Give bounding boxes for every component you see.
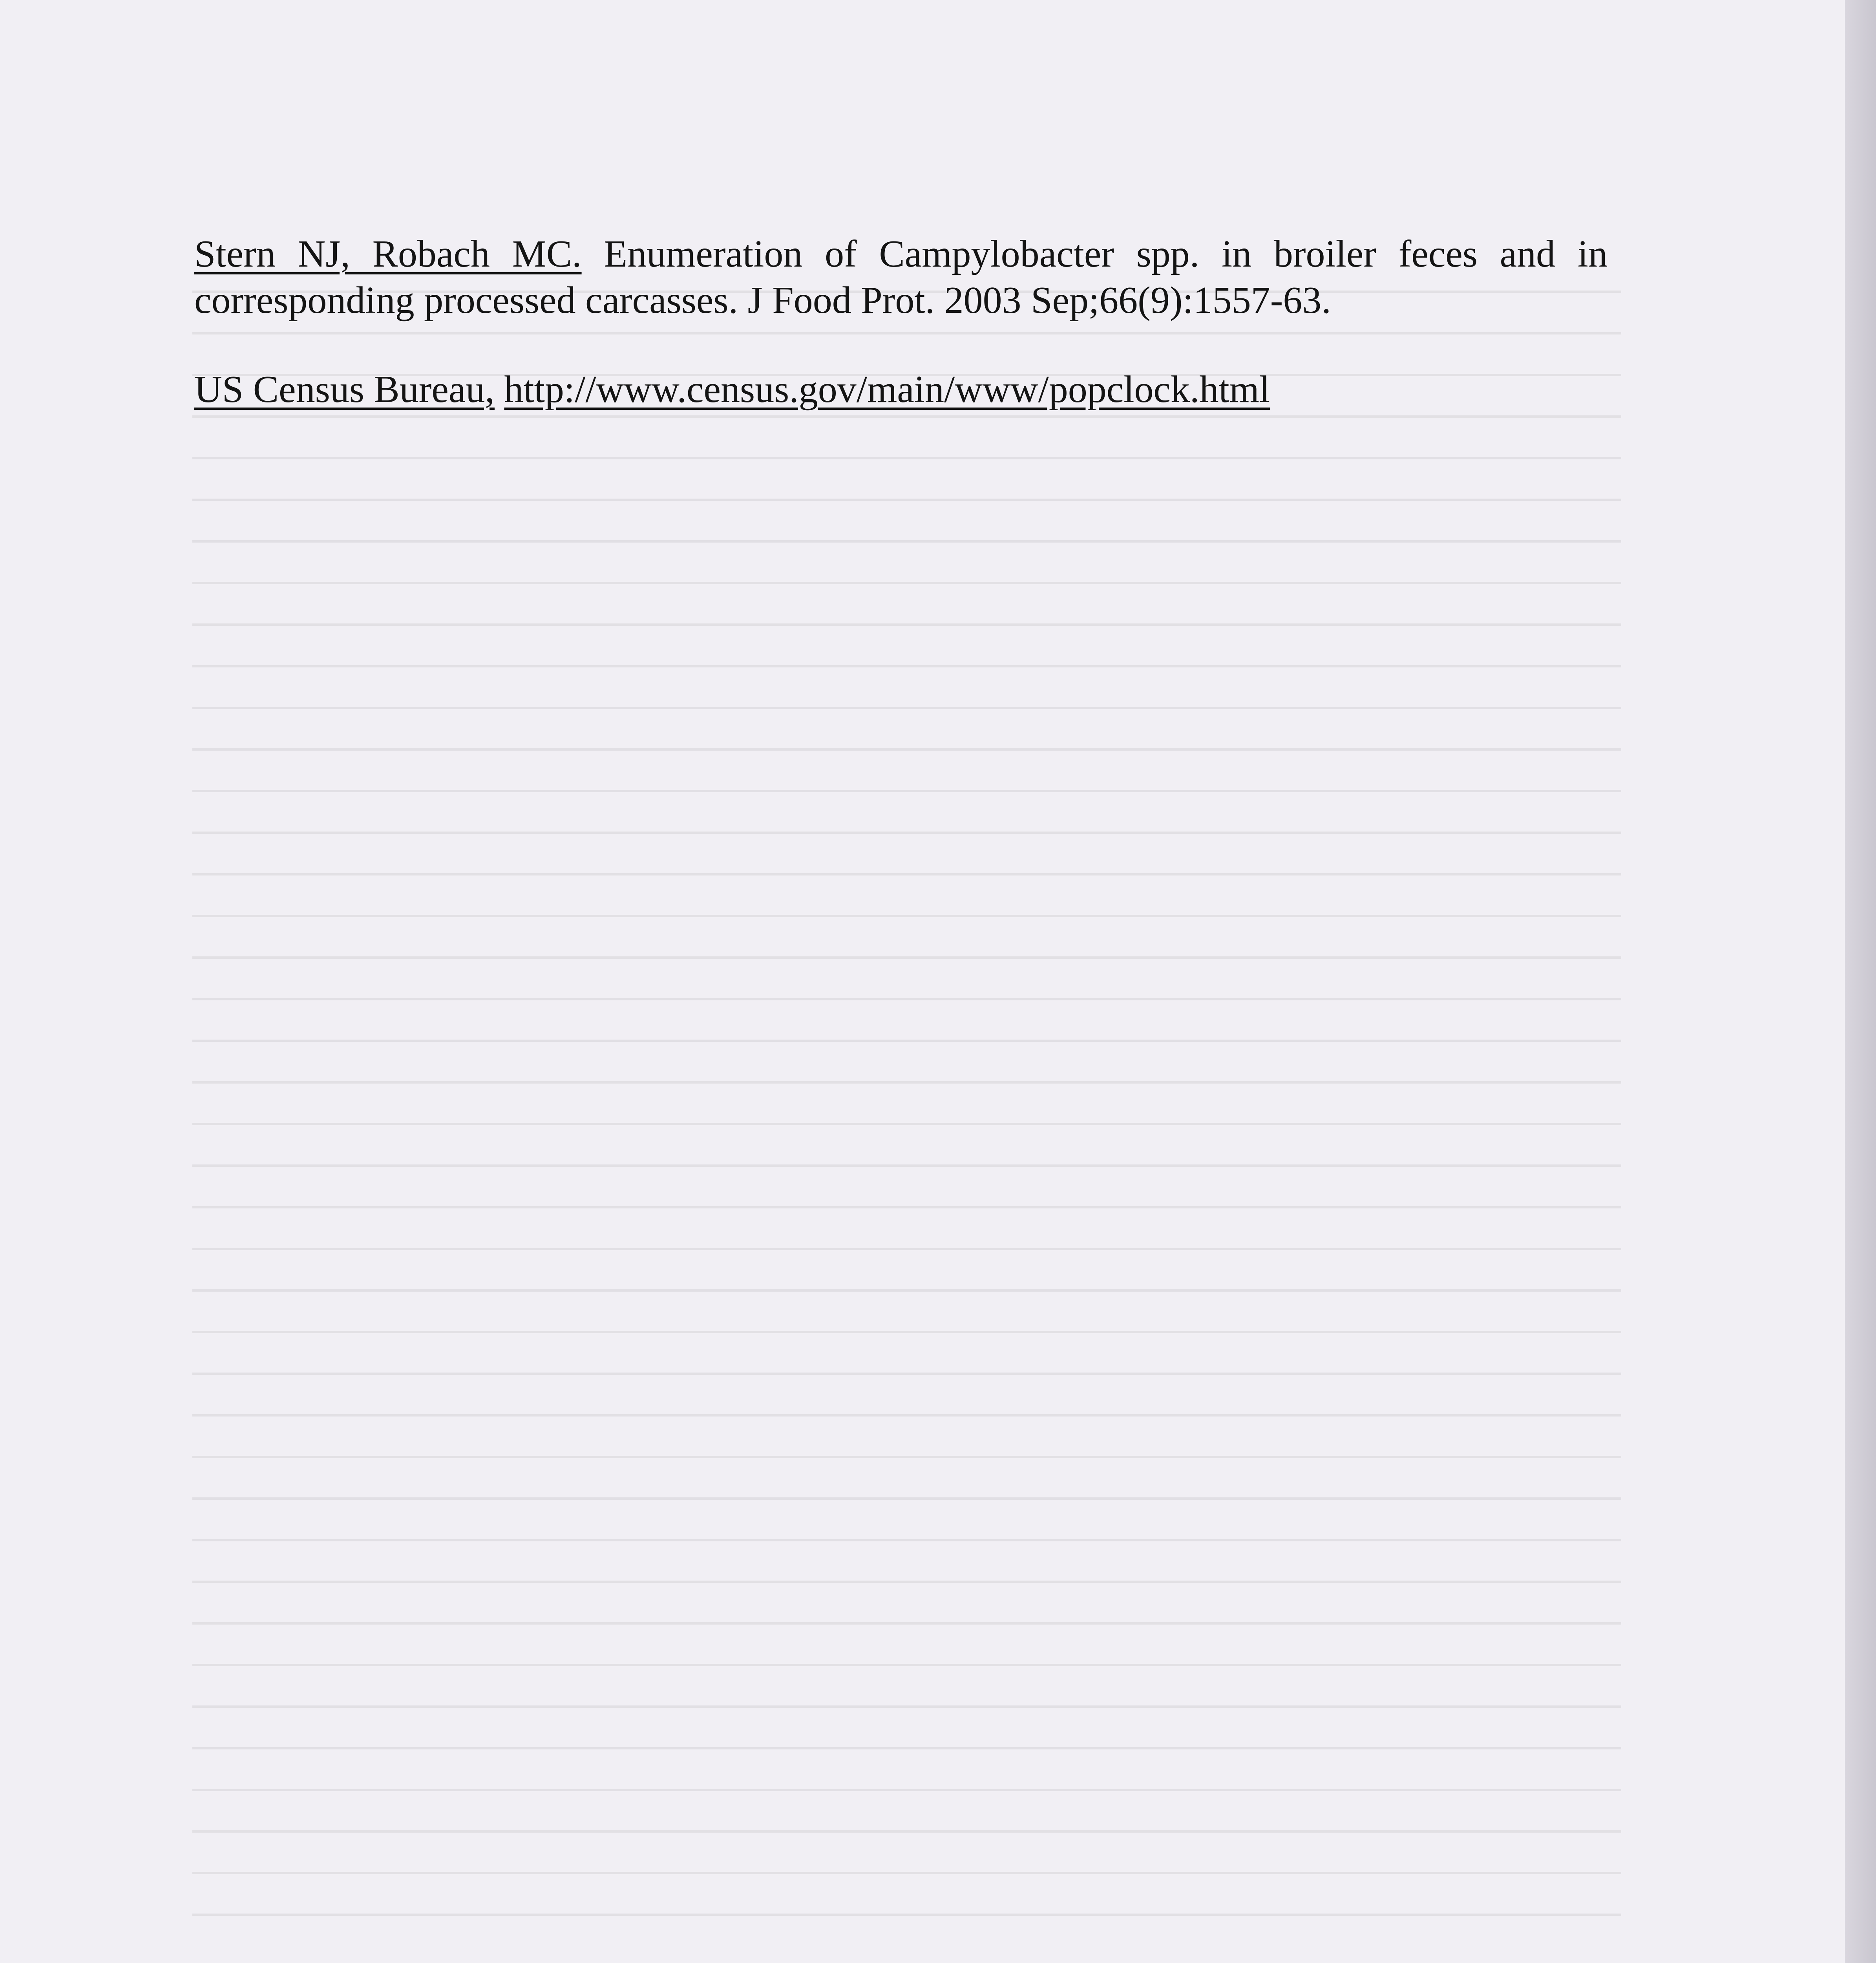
reference-authors: US Census Bureau, (194, 368, 495, 411)
reference-entry (194, 366, 1607, 413)
reference-text: Enumeration of Campylobacter spp. in broiler feces and in corresponding processed carcasses. J Food Prot. 2003 Sep;66(9):1557-63. (194, 233, 1607, 322)
reference-authors: Stern NJ, Robach MC. (194, 233, 582, 275)
reference-entry (194, 231, 1607, 324)
page-edge-shadow (1845, 0, 1876, 1963)
reference-separator (495, 368, 504, 411)
show-through-bleed (169, 251, 1621, 1963)
reference-link[interactable]: http://www.census.gov/main/www/popclock.html (504, 368, 1270, 411)
